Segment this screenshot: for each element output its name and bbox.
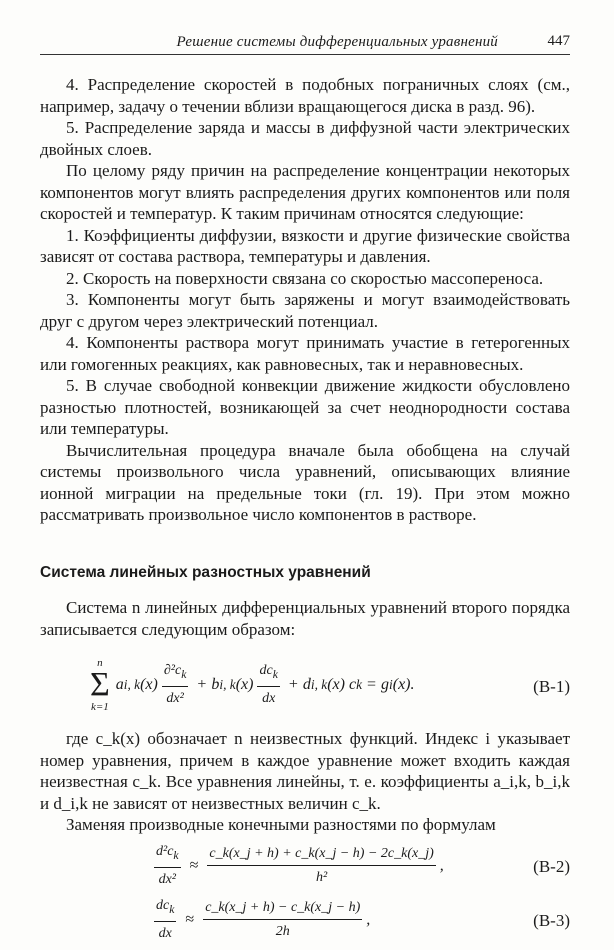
lhs-num: d²c [156,843,174,859]
plus-operator: + [288,676,298,694]
frac-den: dx² [158,871,177,887]
running-title: Решение системы дифференциальных уравнений [176,34,498,50]
body-text [40,74,570,950]
rhs-g: g [381,676,390,694]
arg-x: (x) [140,676,158,694]
lhs-num: dc [156,897,170,913]
frac-num [257,660,279,687]
sigma-symbol: Σ [90,666,110,703]
d2ck: ∂²c [163,663,182,679]
approx-operator: ≈ [189,856,199,874]
frac-num [154,895,176,922]
equation-b3 [40,896,570,944]
paragraph: Заменяя производные конечными разностями по формулам [66,815,496,834]
frac-num: c_k(x_j + h) + c_k(x_j − h) − 2c_k(x_j) [207,843,435,867]
lhs-fraction [154,841,181,891]
frac-den: dx² [166,691,184,707]
frac-num [154,841,181,868]
paragraph: 3. Компоненты могут быть заряжены и могут взаимодействовать друг с другом через электрический потенциал. [40,290,570,331]
paragraph: 2. Скорость на поверхности связана со скоростью массопереноса. [66,268,544,288]
sum-lower-limit: k=1 [90,701,109,713]
frac-num: c_k(x_j + h) − c_k(x_j − h) [203,897,362,921]
approx-operator: ≈ [185,910,195,928]
second-derivative [162,660,189,710]
paragraph: Система n линейных дифференциальных уравнений второго порядка записывается следующим образом: [40,598,570,639]
first-derivative [257,660,279,710]
page-number: 447 [547,33,570,49]
sub-ik: i, k [123,677,141,693]
arg-x: (x) [327,676,345,694]
equation-body [150,896,370,944]
sub-ik: i, k [310,677,328,693]
rhs-fraction [207,843,435,889]
paragraph: 4. Распределение скоростей в подобных пограничных слоях (см., например, задачу о течении вблизи вращающегося диска в разд. 96). [40,75,570,116]
paragraph: 5. В случае свободной конвекции движение жидкости обусловлено разностью плотностей, возникающей за счет неоднородности состава или температуры. [40,376,570,438]
section-title: Система линейных разностных уравнений [40,563,371,581]
paragraph: 1. Коэффициенты диффузии, вязкости и другие физические свойства зависят от состава раствора, температуры и давления. [40,225,570,266]
equation-body [150,842,444,890]
comma: , [366,910,371,928]
sub-k: k [173,848,179,862]
frac-num [162,660,189,687]
sub-ik: i, k [219,677,236,693]
equation-label: (B-3) [533,910,570,930]
page-header [40,30,570,55]
coef-a: a [115,676,124,694]
paragraph: где c_k(x) обозначает n неизвестных функций. Индекс i указывает номер уравнения, причем в каждое уравнение может входить каждая неизвестная c_k. Все уравнения линейны, т. е. коэффициенты a_i,k, b_i,k и d_i,k не зависят от неизвестных величин c_k. [40,729,570,813]
ck: c [348,676,357,694]
dck: dc [259,663,273,679]
paragraph: 4. Компоненты раствора могут принимать участие в гетерогенных или гомогенных реакциях, как равновесных, так и неравновесных. [40,333,570,374]
sum-sign [90,657,110,713]
equation-b2 [40,842,570,890]
comma: , [439,856,444,874]
coef-d: d [302,676,311,694]
equals-operator: = [367,676,377,694]
paragraph: Вычислительная процедура вначале была обобщена на случай системы произвольного числа уравнений, описывающих влияние ионной миграции на предельные токи (гл. 19). При этом можно рассматривать произвольное число компонентов в растворе. [40,440,570,524]
sub-k: k [169,902,175,916]
lhs-fraction [154,895,176,945]
plus-operator: + [197,676,207,694]
frac-den: 2h [275,924,290,939]
sum-upper-limit: n [97,657,103,669]
paragraph: По целому ряду причин на распределение концентрации некоторых компонентов могут влиять распределения других компонентов или поля скоростей и температур. К таким причинам относятся следующие: [40,161,570,223]
equation-body [90,654,415,716]
frac-den: dx [158,925,172,941]
sub-k: k [356,677,363,693]
sub-i: i [389,677,393,693]
sub-k: k [181,667,187,681]
sub-k: k [272,667,278,681]
equation-label: (B-2) [533,856,570,876]
equation-label: (B-1) [533,677,570,696]
coef-b: b [211,676,220,694]
arg-x: (x) [235,676,254,694]
equation-b1 [40,654,570,716]
frac-den: h² [315,870,328,885]
rhs-arg: (x). [392,676,415,694]
paragraph: 5. Распределение заряда и массы в диффузной части электрических двойных слоев. [40,118,570,159]
frac-den: dx [262,691,276,707]
rhs-fraction [203,897,362,943]
